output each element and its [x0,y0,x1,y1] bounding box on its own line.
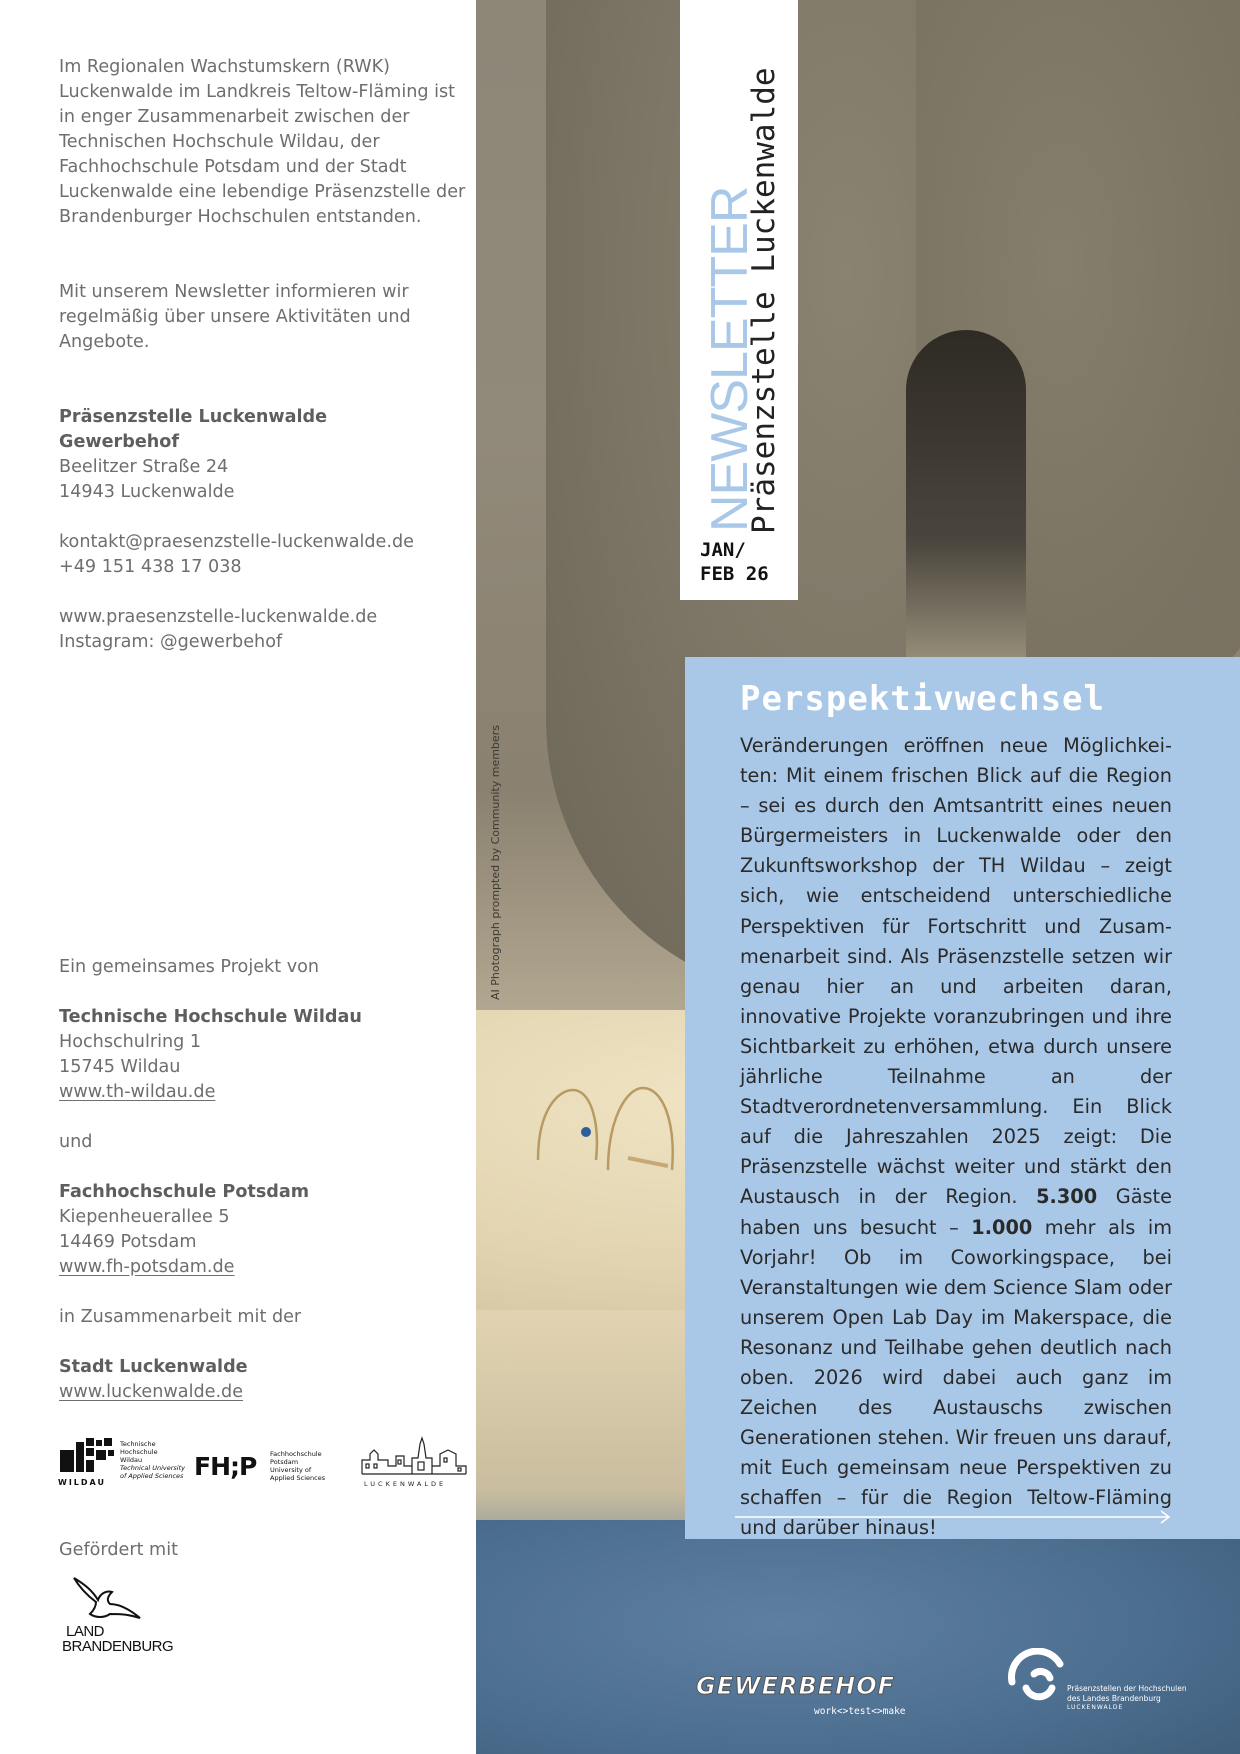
and-text: und [59,1132,93,1152]
contact-name-2: Gewerbehof [59,432,180,452]
project-block [59,955,469,1405]
project-heading: Ein gemeinsames Projekt von [59,957,320,977]
fhp-line: University of [270,1466,312,1474]
article-text-2: Gäste haben uns besucht – [740,1185,1172,1239]
gewerbehof-logo [696,1672,906,1720]
article-body [740,731,1172,1544]
pz-line: des Landes Brandenburg [1067,1693,1161,1703]
article-text-1: Veränderungen eröffnen neue Möglichkeiten: Mit einem frischen Blick auf die Region – sei es durch den Amtsantritt eines neuen Bürgermeisters in Luckenwalde oder den Zukunftsworkshop der TH Wildau – zeigt sich, wie entscheidend unterschiedliche Perspektiven für Fortschritt und Zusammenarbeit sind. Als Präsenzstelle setzen wir genau hier an und arbeiten daran, innovative Projekte voranzubringen und ihre Sichtbarkeit zu erhöhen, etwa durch unsere jährliche Teilnahme an der Stadtverordnetenversammlung. Ein Blick auf die Jahreszahlen 2025 zeigt: Die Präsenzstelle wächst weiter und stärkt den Austausch in der Region. [740,734,1172,1209]
funding-text: Gefördert mit [59,1540,178,1560]
contact-instagram[interactable]: Instagram: @gewerbehof [59,632,283,652]
partner-logos [58,1436,473,1492]
luckenwalde-logo [360,1436,470,1492]
th-wildau-logo [58,1436,188,1492]
fhp-text [270,1450,344,1482]
article-title: Perspektivwechsel [740,679,1105,719]
praesenzstellen-text [1067,1684,1187,1713]
th-wildau-text [120,1440,185,1480]
luckenwalde-skyline-icon [360,1436,468,1480]
issue-date [700,538,769,586]
praesenzstellen-logo [1004,1648,1204,1718]
masthead-strip [680,0,798,600]
coop-text: in Zusammenarbeit mit der [59,1307,302,1327]
thw-line: Wildau [120,1456,143,1464]
brandenburg-line: BRANDENBURG [62,1638,174,1655]
intro-paragraph-2: Mit unserem Newsletter informieren wir regelmäßig über unsere Aktivitäten und Angebote. [59,282,411,352]
org2-street: Kiepenheuerallee 5 [59,1207,230,1227]
issue-line-1: JAN/ [700,539,746,561]
contact-name: Präsenzstelle Luckenwalde [59,407,328,427]
intro-paragraph-1: Im Regionalen Wachstumskern (RWK) Luckenwalde im Landkreis Teltow-Fläming ist in enger Zusammenarbeit zwischen der Technischen Hochschule Wildau, der Fachhochschule Potsdam und der Stadt Luckenwalde eine lebendige Präsenzstelle der Brandenburger Hochschulen entstanden. [59,57,466,227]
more-number: 1.000 [971,1215,1033,1239]
newsletter-label: NEWSLETTER [701,186,759,532]
org1-link[interactable]: www.th-wildau.de [59,1082,216,1102]
contact-street: Beelitzer Straße 24 [59,457,229,477]
article-box [685,657,1240,1539]
land-brandenburg-logo [58,1574,178,1660]
org3-link[interactable]: www.luckenwalde.de [59,1382,244,1402]
thw-line: Technical University [120,1464,186,1472]
pz-line: Präsenzstellen der Hochschulen [1067,1684,1187,1693]
masthead-title: Präsenzstelle Luckenwalde [746,67,782,534]
intro-section [59,55,469,230]
contact-phone: +49 151 438 17 038 [59,557,242,577]
org1-street: Hochschulring 1 [59,1032,202,1052]
org2-name: Fachhochschule Potsdam [59,1182,310,1202]
thw-line: of Applied Sciences [120,1472,184,1480]
land-line: LAND [66,1623,105,1640]
fh-potsdam-logo [194,1436,344,1492]
land-brandenburg-text [62,1624,173,1654]
org3-name: Stadt Luckenwalde [59,1357,248,1377]
guests-number: 5.300 [1036,1185,1098,1209]
org2-city: 14469 Potsdam [59,1232,197,1252]
th-wildau-word: WILDAU [58,1478,106,1487]
fhp-line: Fachhochschule Potsdam [270,1450,322,1466]
contact-website[interactable]: www.praesenzstelle-luckenwalde.de [59,607,378,627]
contact-city: 14943 Luckenwalde [59,482,235,502]
left-column [0,0,476,1754]
fhp-mark: FH;P [194,1452,257,1481]
fhp-line: Applied Sciences [270,1474,326,1482]
org1-name: Technische Hochschule Wildau [59,1007,362,1027]
org2-link[interactable]: www.fh-potsdam.de [59,1257,235,1277]
newsletter-info [59,280,469,355]
funding-label [59,1538,469,1563]
arrow-right-icon[interactable] [735,1510,1175,1524]
eagle-icon [70,1574,150,1624]
contact-email[interactable]: kontakt@praesenzstelle-luckenwalde.de [59,532,414,552]
org1-city: 15745 Wildau [59,1057,181,1077]
gewerbehof-tagline: work<>test<>make [814,1706,906,1717]
contact-block [59,405,469,655]
gewerbehof-word: GEWERBEHOF [696,1672,896,1700]
earrings-icon [528,1070,688,1180]
issue-line-2: FEB 26 [700,563,769,585]
photo-credit: AI Photograph prompted by Community members [489,725,502,1000]
luckenwalde-word: LUCKENWALDE [364,1480,447,1488]
article-text-3: mehr als im Vorjahr! Ob im Coworkingspace, bei Veranstaltungen wie dem Science Slam oder unserem Open Lab Day im Makerspace, die Resonanz und Teilhabe gehen deutlich nach oben. 2026 wird dabei auch ganz im Zeichen des Austauschs zwischen Generationen stehen. Wir freuen uns darauf, mit Euch gemeinsam neue Perspektiven zu schaffen – für die Region Teltow-Fläming und darüber hinaus! [740,1215,1172,1540]
thw-line: Hochschule [120,1448,158,1456]
pz-line: LUCKENWALDE [1067,1704,1124,1711]
thw-line: Technische [120,1440,156,1448]
